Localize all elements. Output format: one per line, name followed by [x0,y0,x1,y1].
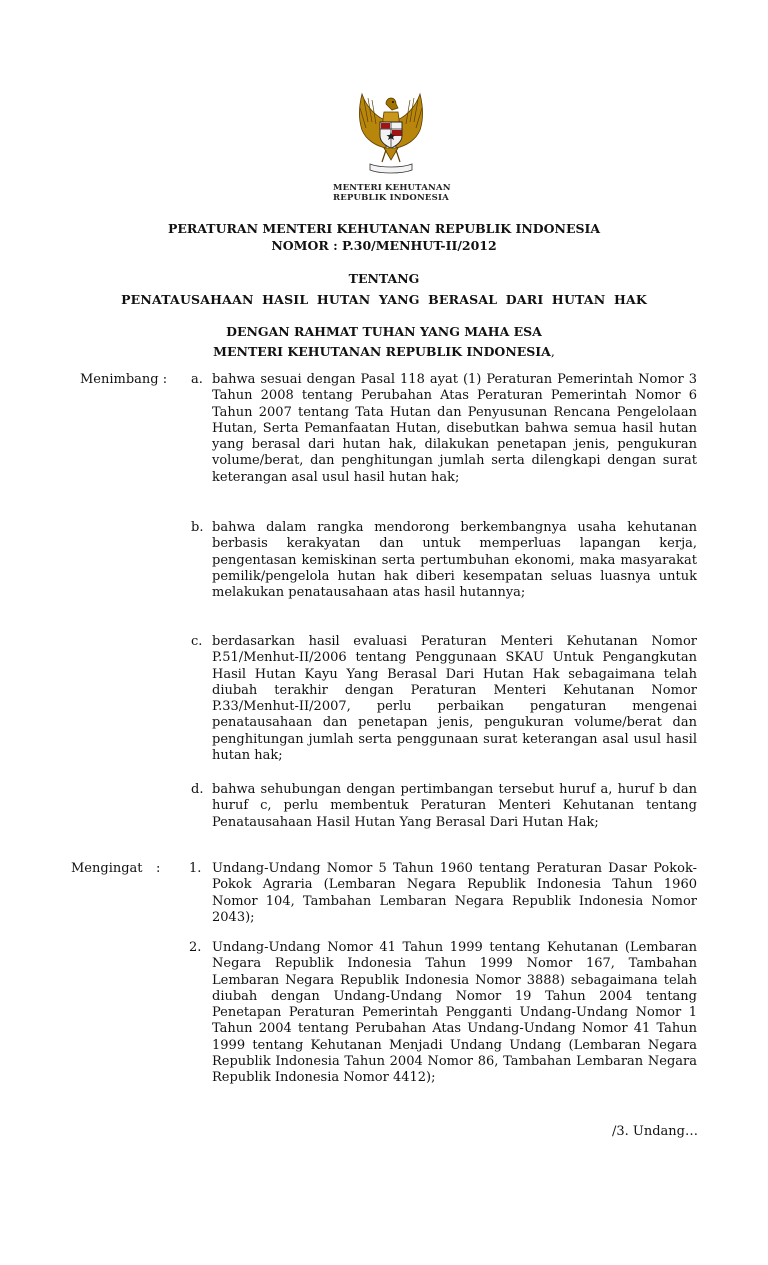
mengingat-item-text: Undang-Undang Nomor 5 Tahun 1960 tentang Peraturan Dasar Pokok-Pokok Agraria (Lembaran Negara Republik Indonesia Tahun 1960 Nomor 104, Tambahan Lembaran Negara Republik Indonesia Nomor 2043); [212,861,697,925]
menimbang-label: Menimbang : [80,372,168,387]
menimbang-item-text: berdasarkan hasil evaluasi Peraturan Menteri Kehutanan Nomor P.51/Menhut-II/2006 tentang Penggunaan SKAU Untuk Pengangkutan Hasil Hutan Kayu Yang Berasal Dari Hutan Hak sebagaimana telah diubah terakhir dengan Peraturan Menteri Kehutanan Nomor P.33/Menhut-II/2007, perlu perbaikan pengaturan mengenai penatausahaan dan penetapan jenis, pengukuran volume/berat dan penghitungan jumlah serta penggunaan surat keterangan asal usul hasil hutan hak; [212,634,697,764]
regulation-subject: PENATAUSAHAAN HASIL HUTAN YANG BERASAL DARI HUTAN HAK [121,292,647,307]
mengingat-item-text: Undang-Undang Nomor 41 Tahun 1999 tentang Kehutanan (Lembaran Negara Republik Indonesia Tahun 1999 Nomor 167, Tambahan Lembaran Negara Republik Indonesia Nomor 3888) sebagaimana telah diubah dengan Undang-Undang Nomor 19 Tahun 2004 tentang Penetapan Peraturan Pemerintah Pengganti Undang-Undang Nomor 1 Tahun 2004 tentang Perubahan Atas Undang-Undang Nomor 41 Tahun 1999 tentang Kehutanan Menjadi Undang Undang (Lembaran Negara Republik Indonesia Tahun 2004 Nomor 86, Tambahan Lembaran Negara Republik Indonesia Nomor 4412); [212,940,697,1086]
preamble-line1: DENGAN RAHMAT TUHAN YANG MAHA ESA [226,324,542,339]
regulation-number: NOMOR : P.30/MENHUT-II/2012 [271,238,497,253]
menimbang-item-marker: a. [191,372,203,387]
page-continuation: /3. Undang… [611,1124,698,1139]
menimbang-item-marker: d. [191,782,204,797]
mengingat-label: Mengingat [71,861,143,876]
preamble-line2-comma: , [550,344,555,359]
menimbang-item-marker: b. [191,520,204,535]
menimbang-item-marker: c. [191,634,203,649]
preamble-line2 [0,344,768,360]
mengingat-item-marker: 2. [189,940,202,955]
menimbang-item-text: bahwa sehubungan dengan pertimbangan tersebut huruf a, huruf b dan huruf c, perlu membentuk Peraturan Menteri Kehutanan tentang Penatausahaan Hasil Hutan Yang Berasal Dari Hutan Hak; [212,782,697,830]
emblem-caption-line2: REPUBLIK INDONESIA [333,193,449,203]
menimbang-item-text: bahwa dalam rangka mendorong berkembangnya usaha kehutanan berbasis kerakyatan dan untuk memperluas lapangan kerja, pengentasan kemiskinan serta pertumbuhan ekonomi, maka masyarakat pemilik/pengelola hutan hak diberi kesempatan seluas luasnya untuk melakukan penatausahaan atas hasil hutannya; [212,520,697,601]
mengingat-colon: : [156,861,161,876]
garuda-emblem-icon [346,92,436,180]
emblem-caption-line1: MENTERI KEHUTANAN [333,183,451,193]
regulation-title: PERATURAN MENTERI KEHUTANAN REPUBLIK INDONESIA [167,221,601,236]
tentang-heading: TENTANG [348,271,420,286]
preamble-line2-text: MENTERI KEHUTANAN REPUBLIK INDONESIA [213,344,551,359]
menimbang-item-text: bahwa sesuai dengan Pasal 118 ayat (1) Peraturan Pemerintah Nomor 3 Tahun 2008 tentang Perubahan Atas Peraturan Pemerintah Nomor 6 Tahun 2007 tentang Tata Hutan dan Penyusunan Rencana Pengelolaan Hutan, Serta Pemanfaatan Hutan, disebutkan bahwa semua hasil hutan yang berasal dari hutan hak, dilakukan penetapan jenis, pengukuran volume/berat, dan penghitungan jumlah serta dilengkapi dengan surat keterangan asal usul hasil hutan hak; [212,372,697,485]
mengingat-item-marker: 1. [189,861,202,876]
emblem-caption [333,183,457,203]
